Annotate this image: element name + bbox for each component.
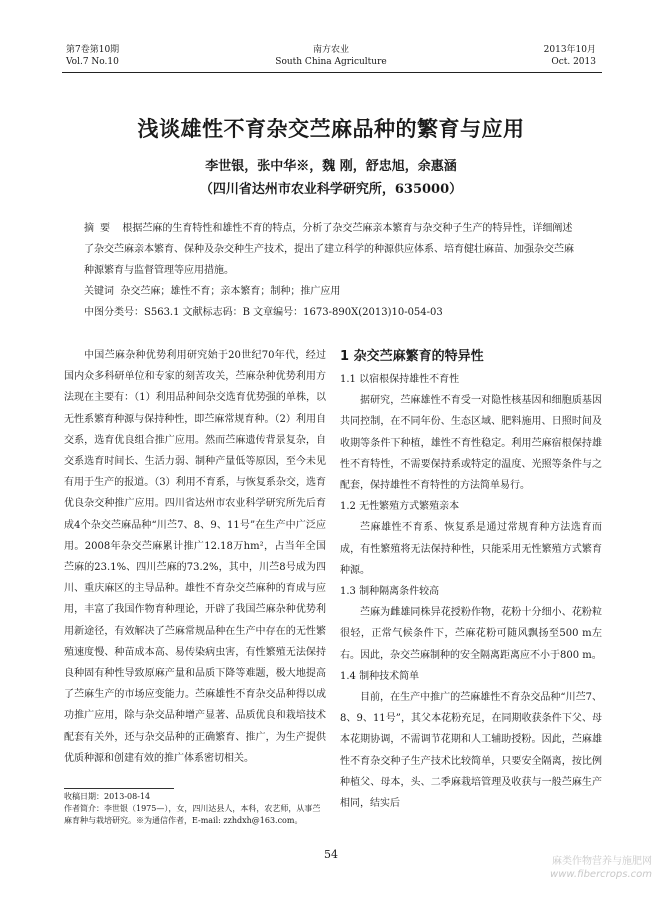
journal-name-en: South China Agriculture xyxy=(275,57,387,67)
keywords xyxy=(84,281,576,302)
journal-name-cn: 南方农业 xyxy=(312,45,349,55)
footnote-rule xyxy=(64,788,174,789)
subsection-heading-1-4: 1.4 制种技术简单 xyxy=(340,670,420,682)
page-number: 54 xyxy=(324,848,338,861)
keywords-label: 关键词 xyxy=(84,286,114,297)
classification-line: 中图分类号：S563.1 文献标志码：B 文章编号：1673-890X(2013)10-054-03 xyxy=(84,307,443,318)
volume-cn: 第7卷第10期 xyxy=(66,45,120,55)
subsection-text-1-3: 苎麻为雌雄同株异花授粉作物，花粉十分细小、花粉粒很轻，正常气候条件下，苎麻花粉可随风飘扬至500 m左右。因此，杂交苎麻制种的安全隔离距离应不小于800 m。 xyxy=(340,607,602,661)
subsection-heading-1-3: 1.3 制种隔离条件较高 xyxy=(340,586,440,598)
subsection-heading-1-2: 1.2 无性繁殖方式繁殖亲本 xyxy=(340,501,460,513)
section-heading-1: 1 杂交苎麻繁育的特异性 xyxy=(340,349,484,364)
intro-paragraph: 中国苎麻杂种优势利用研究始于20世纪70年代，经过国内众多科研单位和专家的刻苦攻关，苎麻杂种优势利用方法现在主要有：（1）利用品种间杂交选育优势强的单株，以无性系繁育种源与保持种性，即苎麻常规育种。（2）利用自交系，选育优良组合推广应用。然而苎麻遗传背景复杂，自交系选育时间长、生活力弱、制种产量低等原因，至今未见有用于生产的报道。（3）利用不育系，与恢复系杂交，选育优良杂交种推广应用。四川省达州市农业科学研究所先后育成4个杂交苎麻品种“川苎7、8、9、11号”在生产中广泛应用。2008年杂交苎麻累计推广12.18万hm²，占当年全国苎麻的23.1%、四川苎麻的73.2%，其中，川苎8号成为四川、重庆麻区的主导品种。雄性不育杂交苎麻种的育成与应用，丰富了我国作物育种理论，开辟了我国苎麻杂种优势利用新途径，有效解决了苎麻常规品种在生产中存在的无性繁殖速度慢、种苗成本高、易传染病虫害，有性繁殖无法保持良种固有种性导致原麻产量和品质下降等难题，极大地提高了苎麻生产的市场应变能力。苎麻雄性不育杂交品种得以成功推广应用，除与杂交品种增产显著、品质优良和栽培技术配套有关外，还与杂交品种的正确繁育、推广，为生产提供优质种源和创建有效的推广体系密切相关。 xyxy=(64,350,326,764)
footnote-received: 收稿日期：2013-08-14 xyxy=(64,792,151,801)
watermark-name: 麻类作物营养与施肥网 xyxy=(552,856,652,867)
volume-en: Vol.7 No.10 xyxy=(66,57,119,67)
header-rule xyxy=(62,72,602,73)
subsection-heading-1-1: 1.1 以宿根保持雄性不育性 xyxy=(340,374,460,385)
left-column xyxy=(64,345,326,769)
authors: 李世银，张中华※，魏 刚，舒忠旭，余惠涵 xyxy=(205,159,457,174)
abstract-label: 摘要 xyxy=(84,223,116,234)
watermark xyxy=(550,855,652,881)
article-title: 浅谈雄性不育杂交苎麻品种的繁育与应用 xyxy=(137,117,525,141)
journal-date xyxy=(544,44,596,68)
date-cn: 2013年10月 xyxy=(543,45,596,55)
subsection-text-1-1: 据研究，苎麻雄性不育受一对隐性核基因和细胞质基因共同控制，在不同年份、生态区域、肥料施用、日照时间及收期等条件下种植，雄性不育性稳定。利用苎麻宿根保持雄性不育特性，不需要保持系或特定的温度、光照等条件与之配套，保持雄性不育特性的方法简单易行。 xyxy=(340,395,602,492)
subsection-text-1-2: 苎麻雄性不育系、恢复系是通过常规育种方法选育而成，有性繁殖将无法保持种性，只能采用无性繁殖方式繁育种源。 xyxy=(340,522,602,576)
date-en: Oct. 2013 xyxy=(551,57,596,67)
footnote-author-info: 作者简介：李世银（1975—），女，四川达县人，本科，农艺师，从事苎麻育种与栽培研究。※为通信作者，E-mail: zzhdxh@163.com。 xyxy=(64,804,321,825)
abstract xyxy=(84,218,576,281)
subsection-text-1-4: 目前，在生产中推广的苎麻雄性不育杂交品种“川苎7、8、9、11号”，其父本花粉充足，在同期收获条件下父、母本花期协调，不需调节花期和人工辅助授粉。因此，苎麻雄性不育杂交种子生产技术比较简单，只要安全隔离，按比例种植父、母本，头、二季麻栽培管理及收获与一般苎麻生产相同，结实后 xyxy=(340,692,602,810)
abstract-text: 根据苎麻的生育特性和雄性不育的特点，分析了杂交苎麻亲本繁育与杂交种子生产的特异性，详细阐述了杂交苎麻亲本繁育、保种及杂交种生产技术，提出了建立科学的种源供应体系、培育健壮麻苗、加强杂交苎麻种源繁育与监督管理等应用措施。 xyxy=(84,223,574,276)
affiliation: （四川省达州市农业科学研究所，635000） xyxy=(199,182,463,197)
right-column xyxy=(340,345,602,814)
watermark-url: www.fibercrops.com xyxy=(550,869,652,880)
keywords-text: 杂交苎麻；雄性不育；亲本繁育；制种；推广应用 xyxy=(120,286,341,297)
footnote xyxy=(64,791,326,827)
